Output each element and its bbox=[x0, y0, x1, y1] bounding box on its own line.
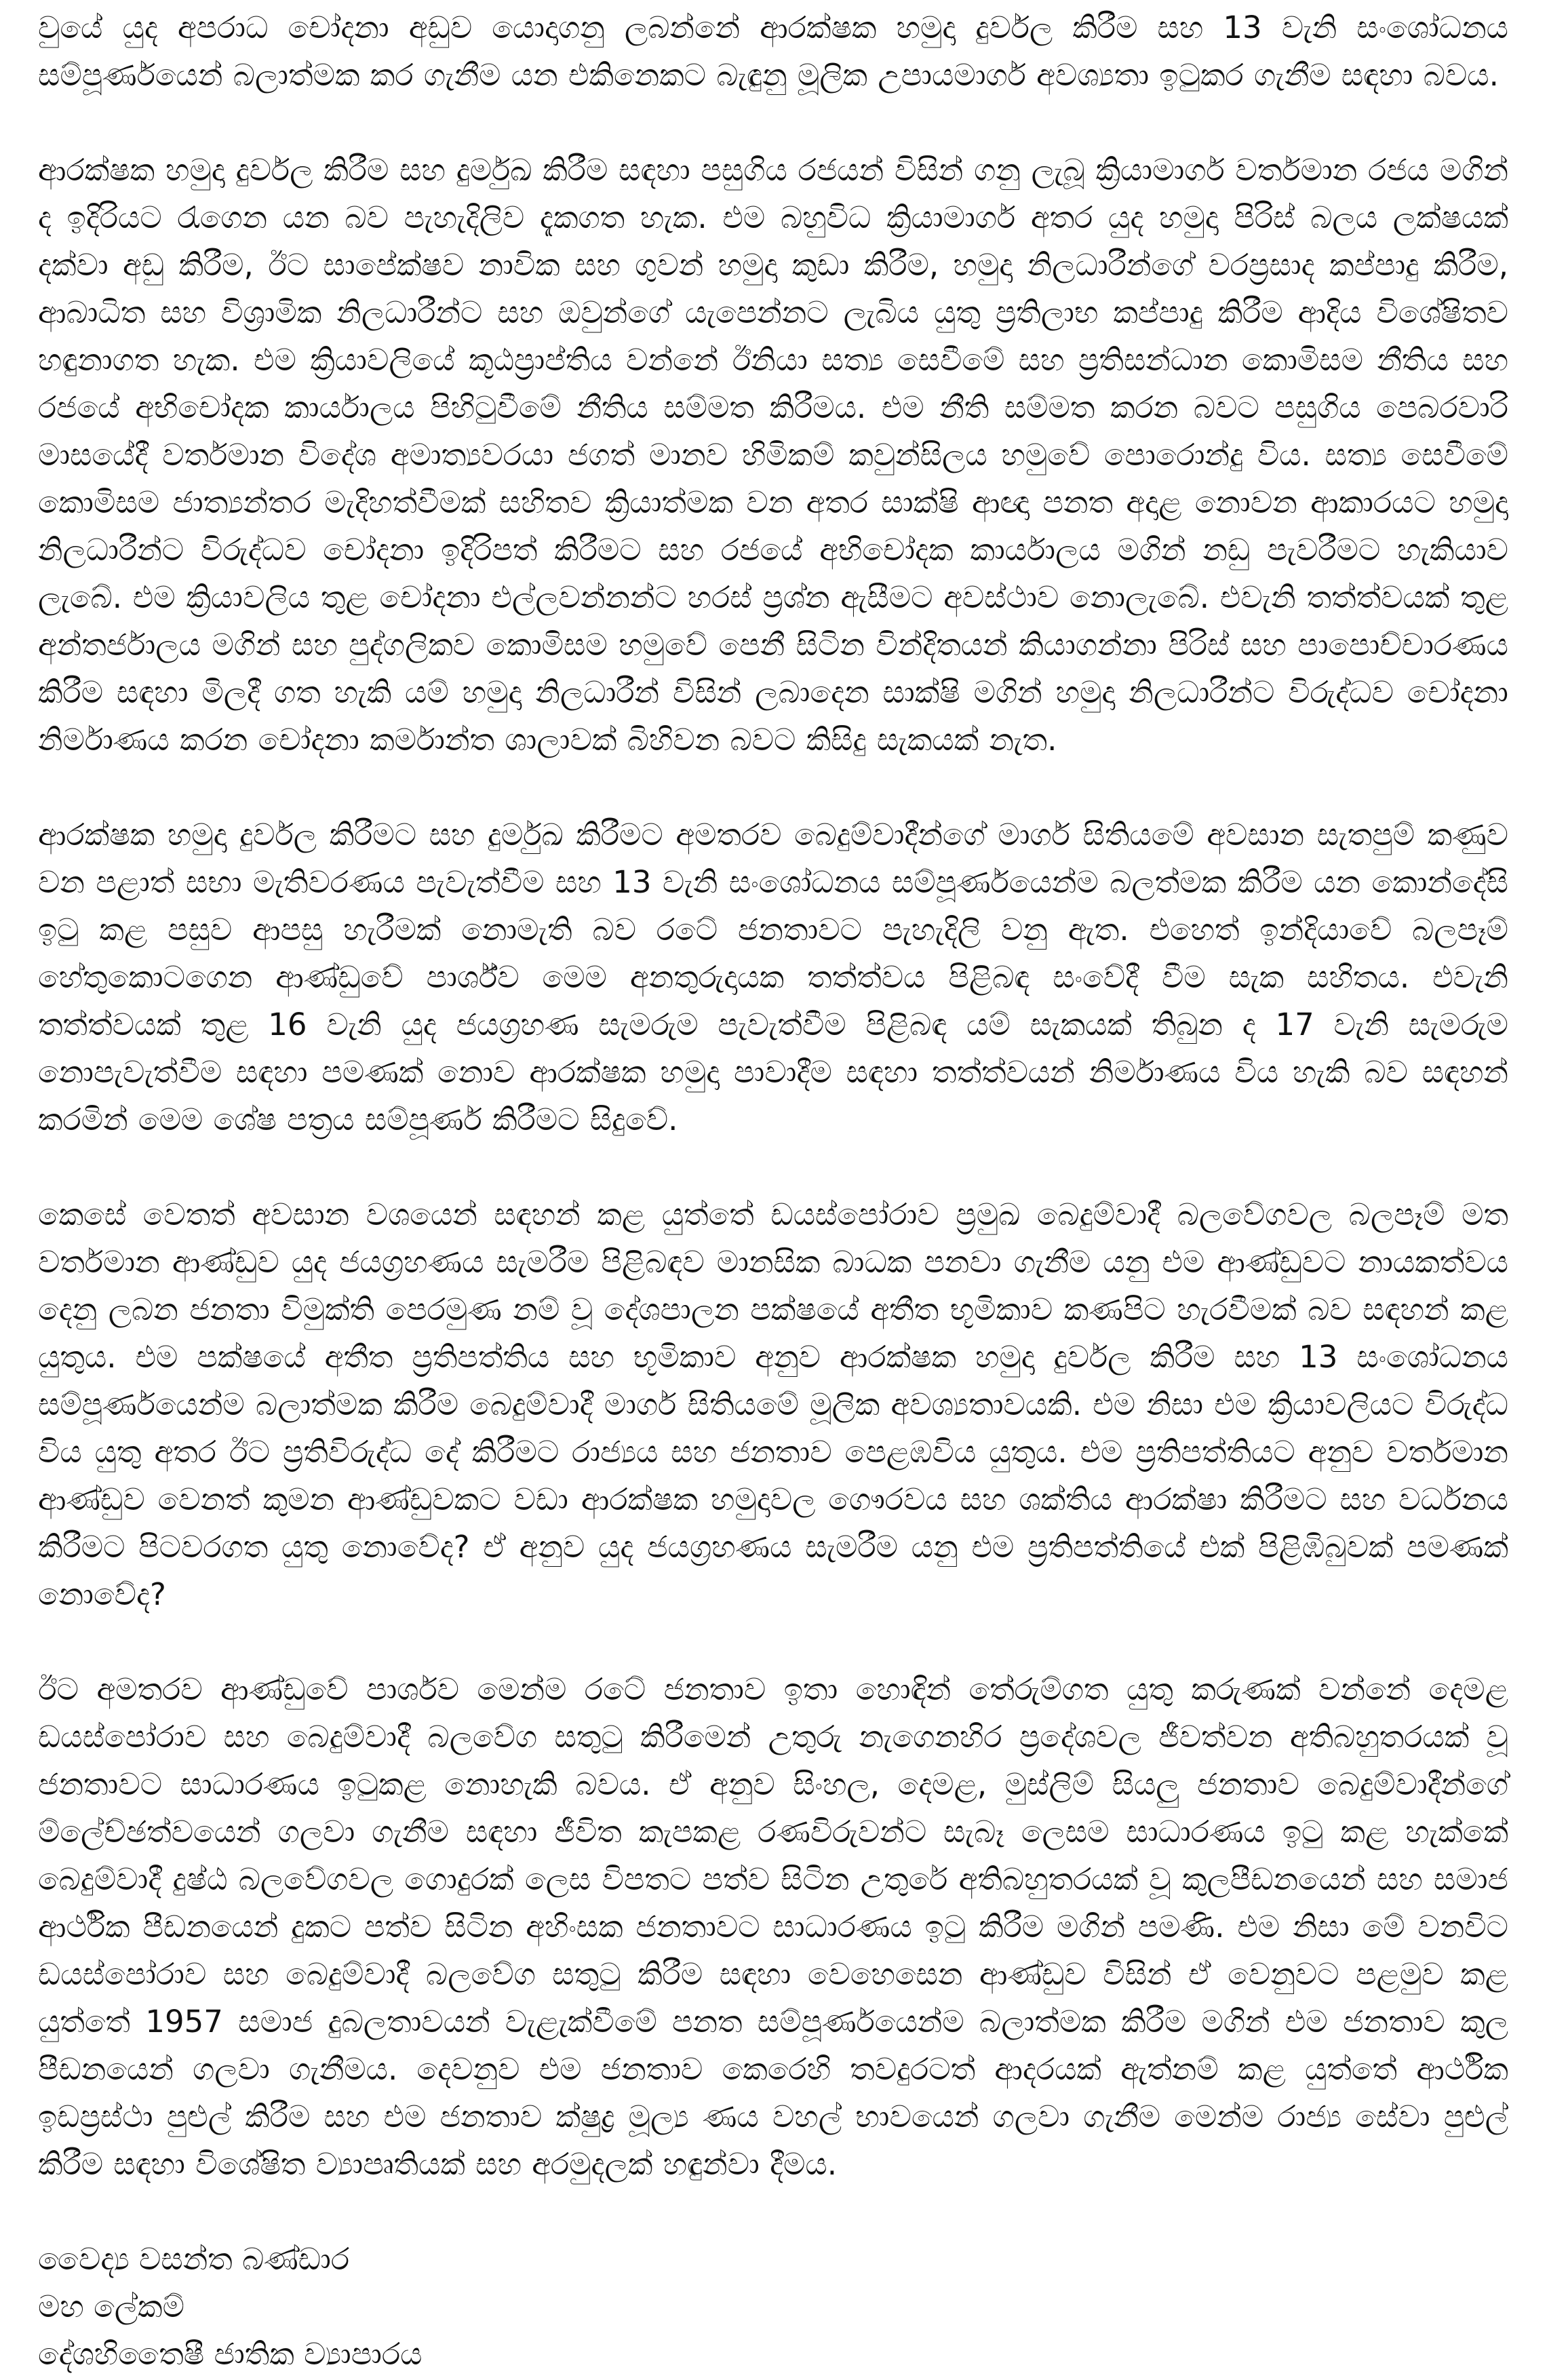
signature-block bbox=[38, 2236, 1508, 2378]
signature-title: මහ ලේකම් bbox=[38, 2288, 184, 2324]
paragraph-4: කෙසේ වෙතත් අවසාන වශයෙන් සඳහන් කළ යුත්තේ ඩයස්පෝරාව ප්‍රමුඛ බෙදුම්වාදී බලවේගවල බලපෑම් මත වර්තමාන ආණ්ඩුව යුද ජයග්‍රහණය සැමරීම පිළිබඳව මානසික බාධක පනවා ගැනීම යනු එම ආණ්ඩුවට නායකත්වය දෙනු ලබන ජනතා විමුක්ති පෙරමුණ නම් වූ දේශපාලන පක්ෂයේ අතීත භූමිකාව කණපිට හැරවීමක් බව සඳහන් කළ යුතුය. එම පක්ෂයේ අතීත ප්‍රතිපත්තිය සහ භූමිකාව අනුව ආරක්ෂක හමුදා දුර්වල කිරීම සහ 13 සංශෝධනය සම්පූර්ණයෙන්ම බලාත්මක කිරීම බෙදුම්වාදී මාර්ග සිතියමේ මූලික අවශ්‍යතාවයකි. එම නිසා එම ක්‍රියාවලියට විරුද්ධ විය යුතු අතර ඊට ප්‍රතිවිරුද්ධ දේ කිරීමට රාජ්‍යය සහ ජනතාව පෙළඹවිය යුතුය. එම ප්‍රතිපත්තියට අනුව වර්තමාන ආණ්ඩුව වෙනත් කුමන ආණ්ඩුවකට වඩා ආරක්ෂක හමුදාවල ගෞරවය සහ ශක්තිය ආරක්ෂා කිරීමට සහ වර්ධනය කිරීමට පිටවරගත යුතු නොවේද? ඒ අනුව යුද ජයග්‍රහණය සැමරීම යනු එම ප්‍රතිපත්තියේ එක් පිළිඹිබුවක් පමණක් නොවේද? bbox=[38, 1196, 1508, 1612]
paragraph-1: වුයේ යුද අපරාධ චෝදනා අඩුව යොදාගනු ලබන්නේ ආරක්ෂක හමුදා දුර්වල කිරීම සහ 13 වැනි සංශෝධනය සම්පූර්ණයෙන් බලාත්මක කර ගැනීම යන එකිනෙකට බැඳුනු මූලික උපායමාර්ග අවශ්‍යතා ඉටුකර ගැනීම සඳහා බවය. bbox=[38, 9, 1508, 93]
signature-name: වෛද්‍ය වසන්ත බණ්ඩාර bbox=[38, 2241, 350, 2277]
signature-organization: දේශහිතෛෂී ජාතික ව්‍යාපාරය bbox=[38, 2336, 423, 2372]
paragraph-2: ආරක්ෂක හමුදා දුර්වල කිරීම සහ දුර්මුඛ කිරීම සඳහා පසුගිය රජයන් විසින් ගනු ලැබූ ක්‍රියාමාර්ග වර්තමාන රජය මගින් ද ඉදිරියට රැගෙන යන බව පැහැදිලිව දැකගත හැක. එම බහුවිධ ක්‍රියාමාර්ග අතර යුද හමුදා පිරිස් බලය ලක්ෂයක් දක්වා අඩු කිරීම, ඊට සාපේක්ෂව නාවික සහ ගුවන් හමුදා කුඩා කිරීම, හමුදා නිලධාරීන්ගේ වරප්‍රසාද කප්පාදු කිරීම, ආබාධිත සහ විශ්‍රාමික නිලධාරීන්ට සහ ඔවුන්ගේ යැපෙන්නට ලැබිය යුතු ප්‍රතිලාභ කප්පාදු කිරීම ආදිය විශේෂිතව හඳුනාගත හැක. එම ක්‍රියාවලියේ කූඨප්‍රාප්තිය වන්නේ ඊනියා සත්‍ය සෙවීමේ සහ ප්‍රතිසන්ධාන කොමිසම නීතිය සහ රජයේ අභිචෝදක කාර්යාලය පිහිටුවීමේ නීතිය සම්මත කිරීමය. එම නීති සම්මත කරන බවට පසුගිය පෙබරවාරි මාසයේදී වර්තමාන විදේශ අමාත්‍යවරයා ජගත් මානව හිමිකම් කවුන්සිලය හමුවේ පොරොන්දු විය. සත්‍ය සෙවීමේ කොමිසම ජාත්‍යන්තර මැදිහත්වීමක් සහිතව ක්‍රියාත්මක වන අතර සාක්ෂි ආඥා පනත අදාළ නොවන ආකාරයට හමුදා නිලධාරීන්ට විරුද්ධව චෝදනා ඉදිරිපත් කිරීමට සහ රජයේ අභිචෝදක කාර්යාලය මගින් නඩු පැවරීමට හැකියාව ලැබේ. එම ක්‍රියාවලිය තුළ චෝදනා එල්ලවන්නන්ට හරස් ප්‍රශ්න ඇසීමට අවස්ථාව නොලැබේ. එවැනි තත්ත්වයක් තුළ අන්තර්ජාලය මගින් සහ පුද්ගලිකව කොමිසම හමුවේ පෙනී සිටින වින්දිතයන් කියාගන්නා පිරිස් සහ පාපොච්චාරණය කිරීම සඳහා මිලදී ගත හැකි යම් හමුදා නිලධාරීන් විසින් ලබාදෙන සාක්ෂි මගින් හමුදා නිලධාරීන්ට විරුද්ධව චෝදනා නිර්මාණය කරන චෝදනා කර්මාන්ත ශාලාවක් බිහිවන බවට කිසිදු සැකයක් නැත. bbox=[38, 152, 1508, 758]
paragraph-3: ආරක්ෂක හමුදා දුර්වල කිරීමට සහ දුර්මුඛ කිරීමට අමතරව බෙදුම්වාදීන්ගේ මාර්ග සිතියමේ අවසාන සැතපුම් කණුව වන පළාත් සභා මැතිවරණය පැවැත්වීම සහ 13 වැනි සංශෝධනය සම්පූර්ණයෙන්ම බලත්මක කිරීම යන කොන්දේසි ඉටු කළ පසුව ආපසු හැරීමක් නොමැති බව රටේ ජනතාවට පැහැදිලි වනු ඇත. එහෙත් ඉන්දියාවේ බලපෑම් හේතුකොටගෙන ආණ්ඩුවේ පාර්ශ්ව මෙම අනතුරුදායක තත්ත්වය පිළිබඳ සංවේදී වීම සැක සහිතය. එවැනි තත්ත්වයක් තුළ 16 වැනි යුද ජයග්‍රහණ සැමරුම පැවැත්වීම පිළිබඳ යම් සැකයක් තිබුන ද 17 වැනි සැමරුම නොපැවැත්වීම සඳහා පමණක් නොව ආරක්ෂක හමුදා පාවාදීම සඳහා තත්ත්වයන් නිර්මාණය විය හැකි බව සඳහන් කරමින් මෙම ශේෂ පත්‍රය සම්පූර්ණ කිරීමට සිදුවේ. bbox=[38, 817, 1508, 1137]
document-page bbox=[38, 4, 1508, 2378]
paragraph-5: ඊට අමතරව ආණ්ඩුවේ පාර්ශව මෙන්ම රටේ ජනතාව ඉතා හොඳින් තේරුම්ගත යුතු කරුණක් වන්නේ දෙමළ ඩයස්පෝරාව සහ බෙදුම්වාදී බලවේග සතුටු කිරීමෙන් උතුරු නැගෙනහිර ප්‍රදේශවල ජීවත්වන අතිබහුතරයක් වූ ජනතාවට සාධාරණය ඉටුකළ නොහැකි බවය. ඒ අනුව සිංහල, දෙමළ, මුස්ලිම් සියලු ජනතාව බෙදුම්වාදීන්ගේ ම්ලේච්ඡත්වයෙන් ගලවා ගැනීම සඳහා ජීවිත කැපකළ රණවිරුවන්ට සැබෑ ලෙසම සාධාරණය ඉටු කළ හැක්කේ බෙදුම්වාදී දුෂ්ඨ බලවේගවල ගොදුරක් ලෙස විපතට පත්ව සිටින උතුරේ අතිබහුතරයක් වූ කුලපීඩනයෙන් සහ සමාජ ආර්ථික පීඩනයෙන් දුකට පත්ව සිටින අහිංසක ජනතාවට සාධාරණය ඉටු කිරීම මගින් පමණි. එම නිසා මේ වනවිට ඩයස්පෝරාව සහ බෙදුම්වාදී බලවේග සතුටු කිරීම සඳහා වෙහෙසෙන ආණ්ඩුව විසින් ඒ වෙනුවට පළමුව කළ යුත්තේ 1957 සමාජ දුබලතාවයන් වැළැක්වීමේ පනත සම්පූර්ණයෙන්ම බලාත්මක කිරීම මගින් එම ජනතාව කුල පීඩනයෙන් ගලවා ගැනීමය. දෙවනුව එම ජනතාව කෙරෙහි තවදුරටත් ආදරයක් ඇත්නම් කළ යුත්තේ ආර්ථික ඉඩප්‍රස්ථා පුළුල් කිරීම සහ එම ජනතාව ක්ෂුද්‍ර මූල්‍ය ණය වහල් භාවයෙන් ගලවා ගැනීම මෙන්ම රාජ්‍ය සේවා පුළුල් කිරීම සඳහා විශේෂිත ව්‍යාපෘතියක් සහ අරමුදලක් හඳුන්වා දීමය. bbox=[38, 1671, 1508, 2182]
